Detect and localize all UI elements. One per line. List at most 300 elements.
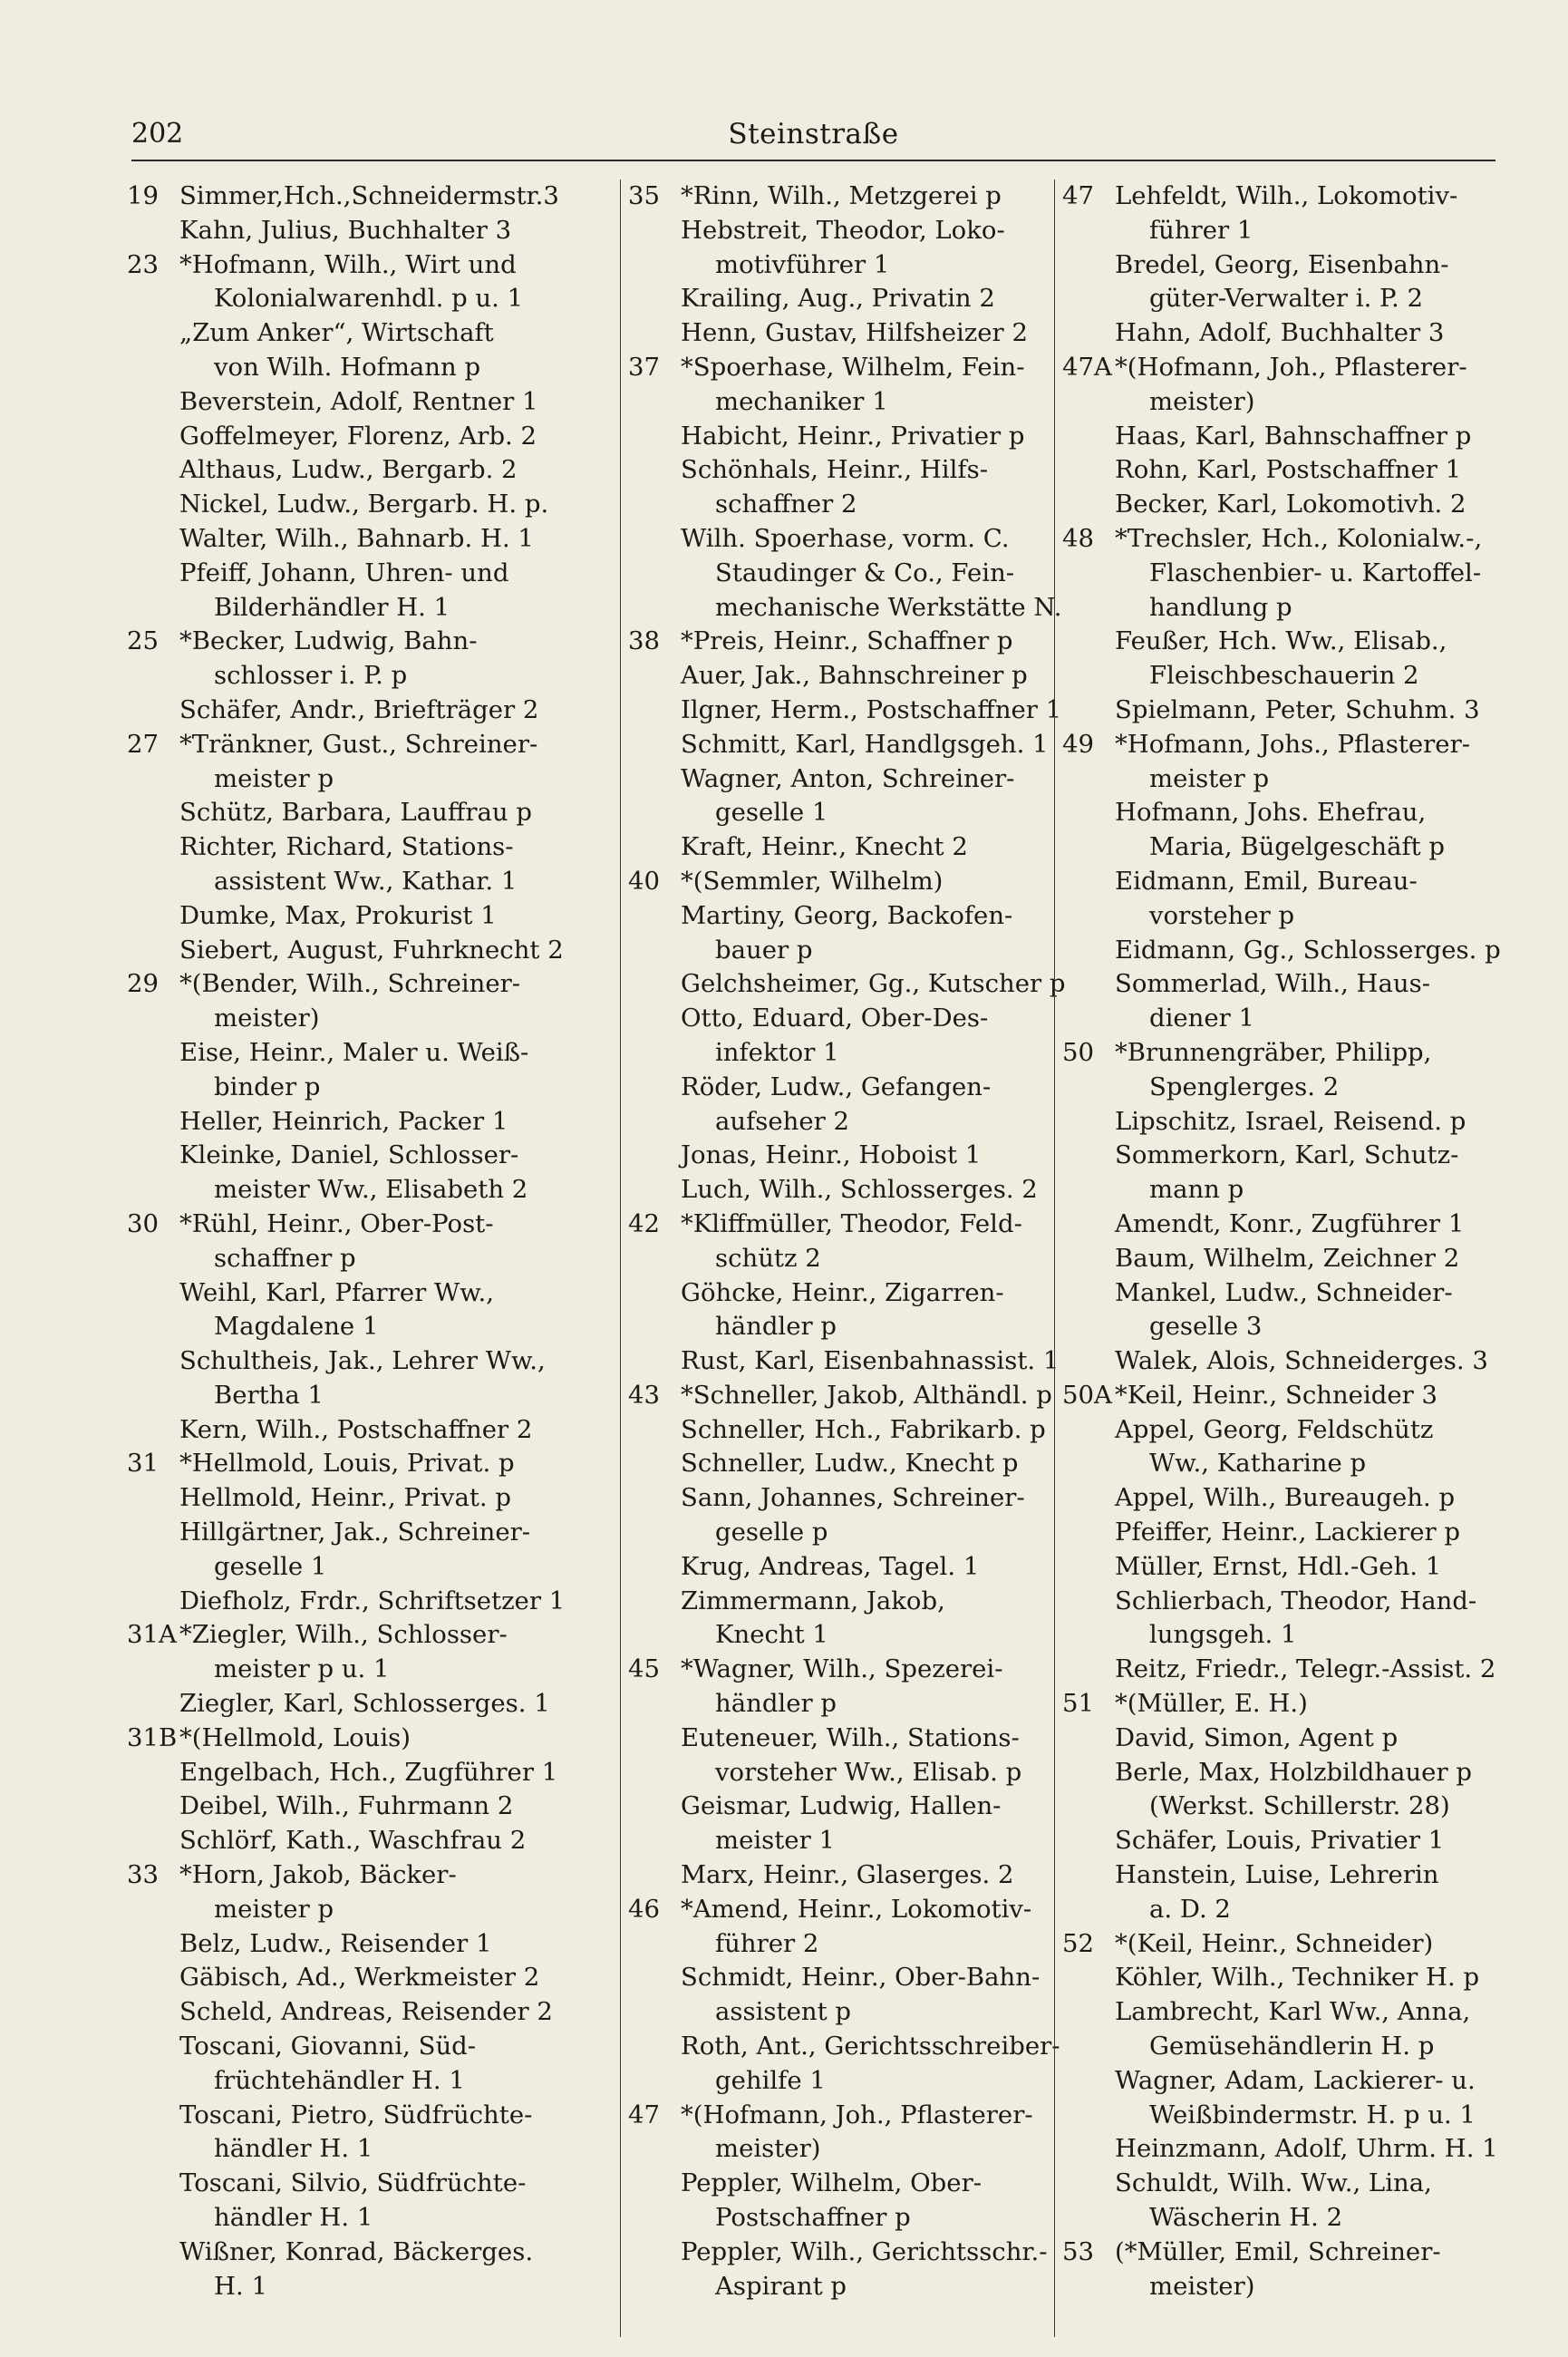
entry-text: *(Hofmann, Joh., Pflasterer- xyxy=(681,2100,1033,2129)
entry-text: Rohn, Karl, Postschaffner 1 xyxy=(1115,455,1462,485)
entry-text: Sommerkorn, Karl, Schutz- xyxy=(1115,1140,1459,1170)
entry-text: *Hellmold, Louis, Privat. p xyxy=(179,1449,515,1479)
house-number: 45 xyxy=(628,1654,660,1684)
entry-text: Engelbach, Hch., Zugführer 1 xyxy=(179,1757,558,1787)
directory-entry xyxy=(127,351,634,385)
directory-entry xyxy=(127,1516,634,1550)
directory-entry xyxy=(127,2236,634,2270)
directory-entry xyxy=(127,2270,634,2304)
entry-text: Weißbindermstr. H. p u. 1 xyxy=(1149,2100,1476,2129)
entry-text: Geismar, Ludwig, Hallen- xyxy=(681,1791,1002,1821)
entry-text: güter-Verwalter i. P. 2 xyxy=(1149,284,1423,314)
entry-text: meister Ww., Elisabeth 2 xyxy=(214,1175,528,1205)
entry-text: „Zum Anker“, Wirtschaft xyxy=(179,318,494,348)
entry-text: *Kliffmüller, Theodor, Feld- xyxy=(681,1208,1022,1238)
house-number-entry xyxy=(628,1893,1072,1927)
entry-text: Gelchsheimer, Gg., Kutscher p xyxy=(681,969,1066,999)
directory-entry xyxy=(628,2030,1072,2064)
directory-entry xyxy=(127,1071,634,1105)
house-number: 53 xyxy=(1062,2236,1094,2266)
house-number: 47A xyxy=(1062,352,1112,382)
directory-entry xyxy=(1062,899,1506,934)
entry-text: Maria, Bügelgeschäft p xyxy=(1149,832,1446,862)
entry-text: Walter, Wilh., Bahnarb. H. 1 xyxy=(179,523,534,553)
entry-text: Bredel, Georg, Eisenbahn- xyxy=(1115,249,1449,279)
column-divider xyxy=(1054,179,1055,2337)
entry-text: Hofmann, Johs. Ehefrau, xyxy=(1115,798,1427,828)
entry-text: Lambrecht, Karl Ww., Anna, xyxy=(1115,1997,1471,2027)
directory-entry xyxy=(127,1790,634,1824)
entry-text: Euteneuer, Wilh., Stations- xyxy=(681,1722,1020,1752)
directory-entry xyxy=(628,1413,1072,1448)
entry-text: Fleischbeschauerin 2 xyxy=(1149,661,1419,691)
house-number-entry xyxy=(628,1653,1072,1687)
entry-text: Schäfer, Louis, Privatier 1 xyxy=(1115,1826,1445,1856)
directory-entry xyxy=(628,934,1072,968)
entry-text: Jonas, Heinr., Hoboist 1 xyxy=(681,1140,982,1170)
entry-text: Zimmermann, Jakob, xyxy=(681,1586,945,1615)
entry-text: Marx, Heinr., Glaserges. 2 xyxy=(681,1860,1014,1890)
entry-text: führer 1 xyxy=(1149,215,1253,245)
entry-text: *Preis, Heinr., Schaffner p xyxy=(681,626,1013,656)
directory-entry xyxy=(127,385,634,420)
entry-text: geselle 3 xyxy=(1149,1312,1263,1342)
entry-text: geselle 1 xyxy=(214,1551,327,1581)
directory-entry xyxy=(628,557,1072,591)
directory-entry xyxy=(1062,282,1506,316)
entry-text: *(Bender, Wilh., Schreiner- xyxy=(179,969,521,999)
directory-entry xyxy=(1062,1481,1506,1516)
entry-text: meister p u. 1 xyxy=(214,1654,390,1684)
entry-text: händler p xyxy=(715,1689,837,1719)
entry-text: Krug, Andreas, Tagel. 1 xyxy=(681,1551,980,1581)
directory-entry xyxy=(1062,385,1506,420)
directory-entry xyxy=(1062,865,1506,899)
house-number: 50A xyxy=(1062,1380,1112,1410)
house-number: 27 xyxy=(127,729,159,759)
entry-text: meister p xyxy=(214,763,334,793)
entry-text: binder p xyxy=(214,1072,321,1101)
directory-entry xyxy=(127,557,634,591)
entry-text: *Rinn, Wilh., Metzgerei p xyxy=(681,181,1002,210)
entry-text: Diefholz, Frdr., Schriftsetzer 1 xyxy=(179,1586,566,1615)
house-number-entry xyxy=(127,248,634,283)
entry-text: Appel, Wilh., Bureaugeh. p xyxy=(1115,1483,1456,1513)
directory-entry xyxy=(628,488,1072,522)
entry-text: Roth, Ant., Gerichtsschreiber- xyxy=(681,2032,1060,2061)
directory-entry xyxy=(127,830,634,865)
entry-text: meister) xyxy=(1149,386,1255,416)
entry-text: meister) xyxy=(715,2134,821,2164)
directory-entry xyxy=(1062,1071,1506,1105)
entry-text: Auer, Jak., Bahnschreiner p xyxy=(681,661,1028,691)
entry-text: infektor 1 xyxy=(715,1037,839,1067)
entry-text: *Becker, Ludwig, Bahn- xyxy=(179,626,478,656)
entry-text: Wagner, Adam, Lackierer- u. xyxy=(1115,2065,1476,2095)
entry-text: *Keil, Heinr., Schneider 3 xyxy=(1115,1380,1438,1410)
directory-entry xyxy=(1062,694,1506,728)
entry-text: gehilfe 1 xyxy=(715,2065,826,2095)
directory-entry xyxy=(1062,830,1506,865)
entry-text: Sommerlad, Wilh., Haus- xyxy=(1115,969,1431,999)
house-number-entry xyxy=(127,625,634,659)
directory-entry xyxy=(628,591,1072,626)
directory-entry xyxy=(1062,796,1506,830)
directory-entry xyxy=(127,1173,634,1208)
entry-text: Postschaffner p xyxy=(715,2203,911,2233)
directory-entry xyxy=(127,796,634,830)
house-number-entry xyxy=(628,351,1072,385)
entry-text: schütz 2 xyxy=(715,1243,821,1273)
entry-text: (Werkst. Schillerstr. 28) xyxy=(1149,1791,1450,1821)
directory-entry xyxy=(127,1413,634,1448)
entry-text: (*Müller, Emil, Schreiner- xyxy=(1115,2236,1441,2266)
directory-entry xyxy=(127,2099,634,2133)
directory-entry xyxy=(1062,1585,1506,1619)
house-number: 48 xyxy=(1062,523,1094,553)
entry-text: lungsgeh. 1 xyxy=(1149,1620,1297,1650)
entry-text: H. 1 xyxy=(214,2271,267,2301)
entry-text: Magdalene 1 xyxy=(214,1312,379,1342)
directory-entry xyxy=(1062,1893,1506,1927)
entry-text: *(Keil, Heinr., Schneider) xyxy=(1115,1928,1434,1958)
directory-entry xyxy=(628,1961,1072,1995)
entry-text: Ww., Katharine p xyxy=(1149,1449,1367,1479)
directory-entry xyxy=(628,248,1072,283)
entry-text: Krailing, Aug., Privatin 2 xyxy=(681,284,995,314)
entry-text: motivführer 1 xyxy=(715,249,890,279)
directory-entry xyxy=(127,865,634,899)
directory-entry xyxy=(127,488,634,522)
entry-text: Siebert, August, Fuhrknecht 2 xyxy=(179,935,564,965)
entry-text: Knecht 1 xyxy=(715,1620,828,1650)
house-number-entry xyxy=(628,1379,1072,1413)
entry-text: Spenglerges. 2 xyxy=(1149,1072,1340,1101)
directory-entry xyxy=(1062,1208,1506,1242)
directory-entry xyxy=(1062,2064,1506,2099)
entry-text: Richter, Richard, Stations- xyxy=(179,832,514,862)
entry-text: Feußer, Hch. Ww., Elisab., xyxy=(1115,626,1447,656)
entry-text: *Wagner, Wilh., Spezerei- xyxy=(681,1654,1003,1684)
directory-entry xyxy=(628,1071,1072,1105)
directory-entry xyxy=(127,2167,634,2201)
entry-text: Wißner, Konrad, Bäckerges. xyxy=(179,2236,534,2266)
entry-text: Schlierbach, Theodor, Hand- xyxy=(1115,1586,1477,1615)
entry-text: Henn, Gustav, Hilfsheizer 2 xyxy=(681,318,1028,348)
entry-text: Kern, Wilh., Postschaffner 2 xyxy=(179,1414,533,1444)
directory-entry xyxy=(1062,557,1506,591)
entry-text: Hanstein, Luise, Lehrerin xyxy=(1115,1860,1439,1890)
entry-text: Aspirant p xyxy=(715,2271,847,2301)
directory-entry xyxy=(628,796,1072,830)
directory-entry xyxy=(1062,2030,1506,2064)
house-number-entry xyxy=(127,967,634,1002)
directory-entry xyxy=(1062,591,1506,626)
entry-text: Deibel, Wilh., Fuhrmann 2 xyxy=(179,1791,514,1821)
house-number: 47 xyxy=(1062,181,1094,210)
entry-text: Gemüsehändlerin H. p xyxy=(1149,2032,1435,2061)
directory-entry xyxy=(628,1687,1072,1722)
directory-entry xyxy=(127,1585,634,1619)
directory-entry xyxy=(628,1756,1072,1790)
house-number: 47 xyxy=(628,2100,660,2129)
entry-text: Peppler, Wilh., Gerichtsschr.- xyxy=(681,2236,1048,2266)
directory-entry xyxy=(628,1618,1072,1653)
entry-text: Eidmann, Emil, Bureau- xyxy=(1115,866,1418,896)
entry-text: Flaschenbier- u. Kartoffel- xyxy=(1149,558,1482,587)
entry-text: mann p xyxy=(1149,1175,1244,1205)
directory-entry xyxy=(1062,1618,1506,1653)
entry-text: geselle 1 xyxy=(715,798,828,828)
directory-entry xyxy=(628,1173,1072,1208)
page-number: 202 xyxy=(131,118,184,150)
house-number-entry xyxy=(628,179,1072,214)
directory-entry xyxy=(127,2030,634,2064)
entry-text: Schneller, Ludw., Knecht p xyxy=(681,1449,1019,1479)
entry-text: Wagner, Anton, Schreiner- xyxy=(681,763,1015,793)
house-number: 31B xyxy=(127,1722,178,1752)
house-number-entry xyxy=(127,728,634,762)
directory-entry xyxy=(628,453,1072,488)
directory-entry xyxy=(628,1276,1072,1311)
entry-text: Hebstreit, Theodor, Loko- xyxy=(681,215,1005,245)
house-number-entry xyxy=(127,1858,634,1893)
entry-text: Göhcke, Heinr., Zigarren- xyxy=(681,1277,1004,1307)
house-number-entry xyxy=(628,1208,1072,1242)
entry-text: *Schneller, Jakob, Althändl. p xyxy=(681,1380,1052,1410)
entry-text: Pfeiff, Johann, Uhren- und xyxy=(179,558,509,587)
house-number-entry xyxy=(127,1447,634,1481)
entry-text: Kahn, Julius, Buchhalter 3 xyxy=(179,215,512,245)
directory-entry xyxy=(628,2132,1072,2167)
directory-entry xyxy=(628,1002,1072,1036)
entry-text: Haas, Karl, Bahnschaffner p xyxy=(1115,421,1472,451)
house-number: 25 xyxy=(127,626,159,656)
house-number: 49 xyxy=(1062,729,1094,759)
house-number-entry xyxy=(628,2099,1072,2133)
directory-entry xyxy=(127,1242,634,1276)
directory-entry xyxy=(127,1756,634,1790)
directory-entry xyxy=(127,1139,634,1173)
directory-entry xyxy=(628,1927,1072,1962)
directory-entry xyxy=(127,1276,634,1311)
directory-entry xyxy=(127,420,634,454)
directory-entry xyxy=(1062,1310,1506,1344)
directory-entry xyxy=(1062,1550,1506,1585)
directory-entry xyxy=(1062,659,1506,694)
entry-text: Dumke, Max, Prokurist 1 xyxy=(179,900,497,930)
entry-text: meister p xyxy=(1149,763,1270,793)
directory-entry xyxy=(127,1310,634,1344)
entry-text: schaffner 2 xyxy=(715,490,857,519)
directory-entry xyxy=(1062,1790,1506,1824)
directory-entry xyxy=(1062,488,1506,522)
entry-text: Bilderhändler H. 1 xyxy=(214,592,450,622)
directory-entry xyxy=(628,2167,1072,2201)
directory-entry xyxy=(628,1722,1072,1756)
entry-text: händler p xyxy=(715,1312,837,1342)
entry-text: Kraft, Heinr., Knecht 2 xyxy=(681,832,968,862)
house-number: 46 xyxy=(628,1894,660,1924)
directory-entry xyxy=(127,1344,634,1379)
directory-entry xyxy=(1062,1105,1506,1140)
entry-text: Toscani, Giovanni, Süd- xyxy=(179,2032,477,2061)
entry-text: schlosser i. P. p xyxy=(214,661,408,691)
entry-text: Schönhals, Heinr., Hilfs- xyxy=(681,455,988,485)
directory-entry xyxy=(1062,1447,1506,1481)
directory-entry xyxy=(127,1927,634,1962)
directory-entry xyxy=(127,659,634,694)
entry-text: Appel, Georg, Feldschütz xyxy=(1115,1414,1434,1444)
entry-text: *Ziegler, Wilh., Schlosser- xyxy=(179,1620,508,1650)
directory-entry xyxy=(628,1105,1072,1140)
entry-text: Hillgärtner, Jak., Schreiner- xyxy=(179,1518,531,1547)
entry-text: Wilh. Spoerhase, vorm. C. xyxy=(681,523,1010,553)
entry-text: handlung p xyxy=(1149,592,1292,622)
entry-text: Rust, Karl, Eisenbahnassist. 1 xyxy=(681,1346,1060,1376)
directory-entry xyxy=(1062,1722,1506,1756)
entry-text: mechaniker 1 xyxy=(715,386,888,416)
directory-entry xyxy=(127,1653,634,1687)
entry-text: Beverstein, Adolf, Rentner 1 xyxy=(179,386,538,416)
directory-entry xyxy=(628,1447,1072,1481)
entry-text: Hahn, Adolf, Buchhalter 3 xyxy=(1115,318,1445,348)
entry-text: Köhler, Wilh., Techniker H. p xyxy=(1115,1963,1480,1993)
entry-text: händler H. 1 xyxy=(214,2203,373,2233)
house-number-entry xyxy=(628,865,1072,899)
directory-entry xyxy=(628,1481,1072,1516)
entry-text: Schmidt, Heinr., Ober-Bahn- xyxy=(681,1963,1040,1993)
directory-entry xyxy=(127,2201,634,2236)
directory-entry xyxy=(1062,1413,1506,1448)
directory-entry xyxy=(1062,1756,1506,1790)
entry-text: aufseher 2 xyxy=(715,1106,850,1136)
directory-entry xyxy=(628,2270,1072,2304)
entry-text: Spielmann, Peter, Schuhm. 3 xyxy=(1115,694,1480,724)
entry-text: a. D. 2 xyxy=(1149,1894,1231,1924)
directory-entry xyxy=(127,214,634,248)
entry-text: *Spoerhase, Wilhelm, Fein- xyxy=(681,352,1025,382)
directory-entry xyxy=(1062,1173,1506,1208)
entry-text: Heller, Heinrich, Packer 1 xyxy=(179,1106,508,1136)
entry-text: Walek, Alois, Schneiderges. 3 xyxy=(1115,1346,1488,1376)
directory-entry xyxy=(628,2201,1072,2236)
entry-text: *(Müller, E. H.) xyxy=(1115,1689,1308,1719)
entry-text: Kolonialwarenhdl. p u. 1 xyxy=(214,284,524,314)
directory-entry xyxy=(1062,2201,1506,2236)
directory-entry xyxy=(628,1550,1072,1585)
house-number: 50 xyxy=(1062,1037,1094,1067)
house-number: 40 xyxy=(628,866,660,896)
entry-text: Ziegler, Karl, Schlosserges. 1 xyxy=(179,1689,550,1719)
house-number: 23 xyxy=(127,249,159,279)
entry-text: Toscani, Pietro, Südfrüchte- xyxy=(179,2100,533,2129)
directory-entry xyxy=(628,1242,1072,1276)
entry-text: assistent Ww., Kathar. 1 xyxy=(214,866,518,896)
entry-text: Pfeiffer, Heinr., Lackierer p xyxy=(1115,1518,1460,1547)
directory-entry xyxy=(628,1858,1072,1893)
entry-text: diener 1 xyxy=(1149,1004,1255,1033)
directory-entry xyxy=(1062,453,1506,488)
directory-entry xyxy=(1062,1139,1506,1173)
entry-text: Eise, Heinr., Maler u. Weiß- xyxy=(179,1037,529,1067)
house-number: 51 xyxy=(1062,1689,1094,1719)
directory-entry xyxy=(1062,1344,1506,1379)
directory-entry xyxy=(628,420,1072,454)
entry-text: Toscani, Silvio, Südfrüchte- xyxy=(179,2168,527,2198)
house-number-entry xyxy=(628,625,1072,659)
entry-text: Röder, Ludw., Gefangen- xyxy=(681,1072,992,1101)
entry-text: Reitz, Friedr., Telegr.-Assist. 2 xyxy=(1115,1654,1496,1684)
directory-entry xyxy=(127,1550,634,1585)
directory-entry xyxy=(1062,1002,1506,1036)
directory-entry xyxy=(127,934,634,968)
entry-text: Luch, Wilh., Schlosserges. 2 xyxy=(681,1175,1038,1205)
house-number-entry xyxy=(1062,1687,1506,1722)
house-number: 38 xyxy=(628,626,660,656)
directory-entry xyxy=(628,1516,1072,1550)
running-title: Steinstraße xyxy=(728,118,899,150)
entry-text: Müller, Ernst, Hdl.-Geh. 1 xyxy=(1115,1551,1442,1581)
directory-entry xyxy=(127,1961,634,1995)
house-number-entry xyxy=(127,1722,634,1756)
entry-text: früchtehändler H. 1 xyxy=(214,2065,465,2095)
entry-text: Simmer,Hch.,Schneidermstr.3 xyxy=(179,181,559,210)
house-number-entry xyxy=(127,179,634,214)
directory-entry xyxy=(127,1036,634,1071)
house-number: 29 xyxy=(127,969,159,999)
entry-text: Schneller, Hch., Fabrikarb. p xyxy=(681,1414,1046,1444)
directory-entry xyxy=(628,1139,1072,1173)
house-number: 52 xyxy=(1062,1928,1094,1958)
directory-column-3 xyxy=(1062,179,1506,2337)
directory-entry xyxy=(628,830,1072,865)
directory-entry xyxy=(628,282,1072,316)
entry-text: geselle p xyxy=(715,1518,828,1547)
directory-entry xyxy=(1062,1961,1506,1995)
directory-entry xyxy=(127,694,634,728)
directory-entry xyxy=(628,1344,1072,1379)
entry-text: *Amend, Heinr., Lokomotiv- xyxy=(681,1894,1032,1924)
directory-entry xyxy=(1062,1858,1506,1893)
entry-text: Ilgner, Herm., Postschaffner 1 xyxy=(681,694,1062,724)
house-number-entry xyxy=(127,1618,634,1653)
entry-text: meister) xyxy=(1149,2271,1255,2301)
entry-text: Eidmann, Gg., Schlosserges. p xyxy=(1115,935,1501,965)
directory-entry xyxy=(1062,934,1506,968)
directory-entry xyxy=(127,1687,634,1722)
entry-text: Schlörf, Kath., Waschfrau 2 xyxy=(179,1826,527,1856)
directory-entry xyxy=(628,1036,1072,1071)
directory-entry xyxy=(1062,2132,1506,2167)
house-number-entry xyxy=(1062,1927,1506,1962)
directory-column-1 xyxy=(127,179,634,2337)
directory-entry xyxy=(1062,2099,1506,2133)
entry-text: mechanische Werkstätte N. xyxy=(715,592,1062,622)
directory-entry xyxy=(127,1824,634,1858)
house-number-entry xyxy=(1062,1379,1506,1413)
directory-entry xyxy=(628,1824,1072,1858)
entry-text: *Rühl, Heinr., Ober-Post- xyxy=(179,1208,494,1238)
entry-text: Schmitt, Karl, Handlgsgeh. 1 xyxy=(681,729,1049,759)
entry-text: Wäscherin H. 2 xyxy=(1149,2203,1343,2233)
directory-entry xyxy=(628,728,1072,762)
directory-entry xyxy=(1062,625,1506,659)
entry-text: *Hofmann, Johs., Pflasterer- xyxy=(1115,729,1471,759)
directory-entry xyxy=(127,316,634,351)
entry-text: Baum, Wilhelm, Zeichner 2 xyxy=(1115,1243,1460,1273)
house-number: 37 xyxy=(628,352,660,382)
